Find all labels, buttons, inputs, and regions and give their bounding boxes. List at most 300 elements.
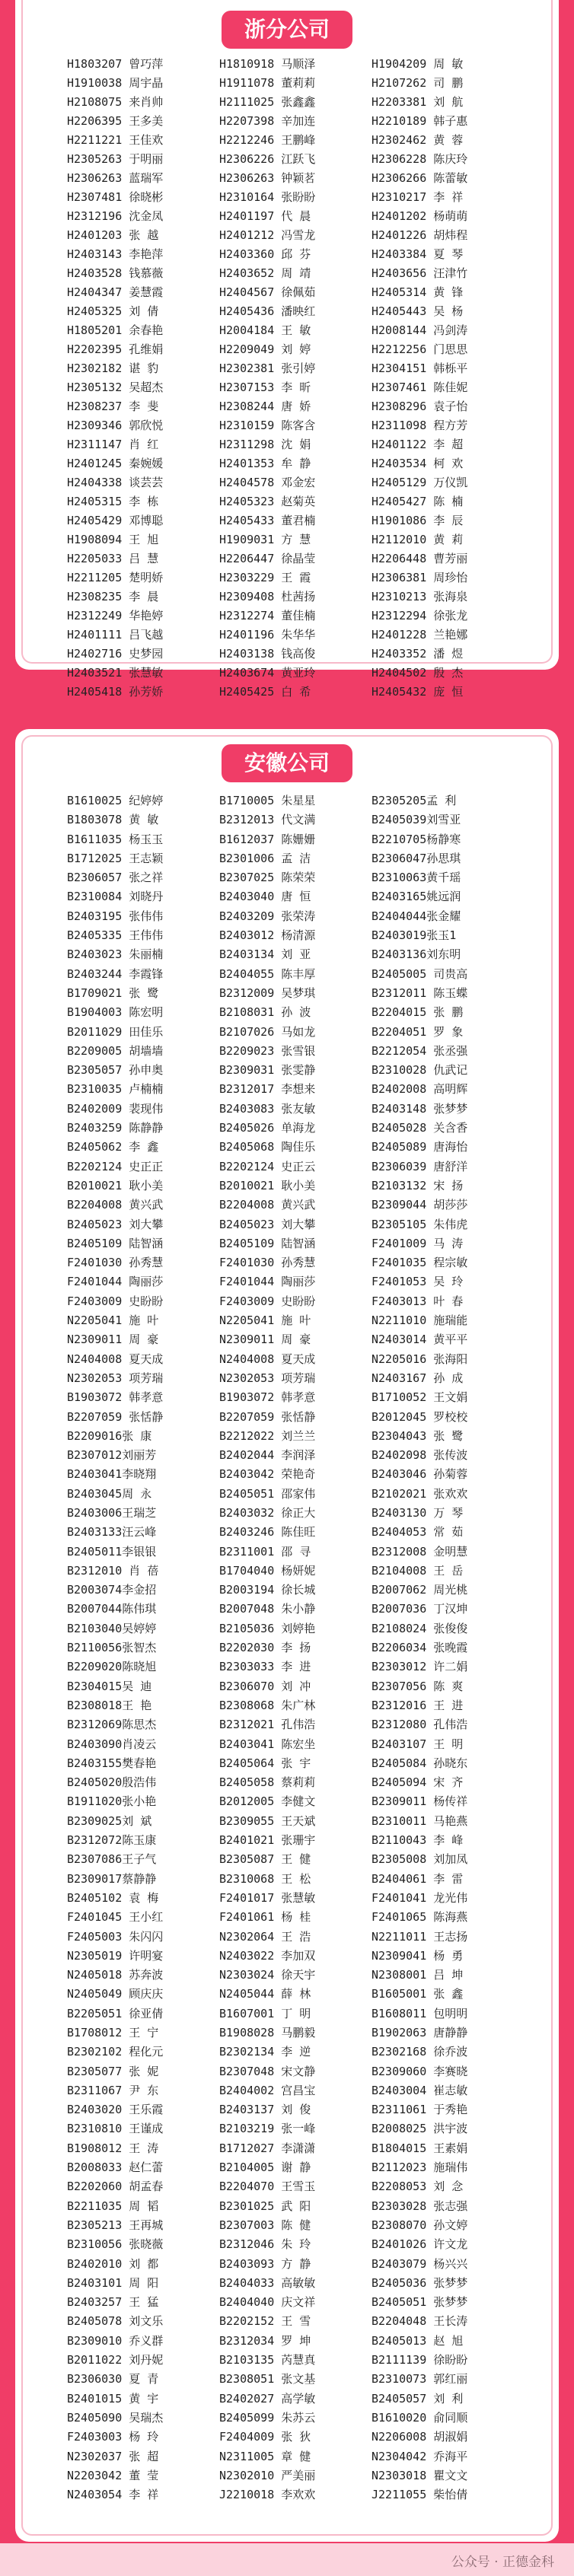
employee-entry: N2302037 张 超 — [67, 2449, 159, 2463]
employee-entry: B2306057 张之祥 — [67, 871, 164, 885]
employee-entry: B2405011李银银 — [67, 1544, 157, 1559]
employee-entry: B2405099 朱苏云 — [219, 2410, 316, 2425]
employee-entry: B2403165姚远润 — [372, 890, 461, 904]
employee-entry: B2405051 邵家伟 — [219, 1486, 316, 1501]
employee-entry: B2403093 方 静 — [219, 2256, 311, 2271]
employee-entry: B2209023 张雪银 — [219, 1043, 316, 1058]
employee-entry: H2401122 李 超 — [372, 438, 464, 451]
employee-entry: H2309408 杜茜扬 — [219, 590, 316, 603]
employee-entry: B2403134 刘 亚 — [219, 947, 311, 962]
employee-entry: H2207398 辛加连 — [219, 114, 316, 128]
employee-entry: B1911020张小艳 — [67, 1794, 157, 1809]
employee-entry: B2405090 吴瑞杰 — [67, 2410, 164, 2425]
employee-entry: B2304015吴 迪 — [67, 1679, 152, 1693]
employee-entry: B2312010 肖 蓓 — [67, 1563, 159, 1578]
employee-entry: B2305057 孙申奥 — [67, 1063, 164, 1078]
employee-entry: B2403006王瑞芝 — [67, 1505, 157, 1520]
employee-entry: N2211011 王志扬 — [372, 1929, 468, 1944]
employee-entry: H2401111 吕飞越 — [67, 628, 164, 642]
employee-entry: B2204008 黄兴武 — [219, 1198, 316, 1212]
employee-entry: B2403040 唐 恒 — [219, 890, 311, 904]
employee-entry: H2405432 庞 恒 — [372, 685, 464, 699]
employee-entry: H2306226 江跃飞 — [219, 152, 316, 166]
employee-entry: B2305205孟 利 — [372, 794, 457, 807]
employee-entry: H2206448 曹芳丽 — [372, 552, 468, 565]
employee-entry: B2403079 杨兴兴 — [372, 2256, 468, 2271]
employee-entry: N2205016 张海阳 — [372, 1352, 468, 1366]
employee-entry: B2212054 张丞强 — [372, 1043, 468, 1058]
employee-entry: B2211035 周 韬 — [67, 2199, 159, 2213]
employee-entry: B2403246 陈佳旺 — [219, 1525, 316, 1540]
employee-entry: N2203042 董 莹 — [67, 2468, 159, 2482]
employee-entry: B2405109 陆智涵 — [219, 1236, 316, 1250]
employee-entry: B2107026 马如龙 — [219, 1024, 316, 1039]
employee-entry: H2401197 代 晨 — [219, 209, 311, 223]
employee-entry: H2405427 陈 楠 — [372, 495, 464, 508]
employee-entry: H2405314 黄 锋 — [372, 285, 464, 299]
employee-entry: N2403054 李 祥 — [67, 2488, 159, 2502]
employee-entry: H2306266 陈蕾敏 — [372, 171, 468, 185]
employee-entry: B2310810 王谨成 — [67, 2122, 164, 2136]
employee-entry: B2310056 张晓薇 — [67, 2237, 164, 2252]
employee-entry: N2205041 施 叶 — [67, 1313, 159, 1328]
employee-entry: H2402716 史梦园 — [67, 647, 164, 661]
employee-entry: H2401228 兰艳娜 — [372, 628, 468, 642]
employee-entry: B2304043 张 鹭 — [372, 1428, 464, 1443]
employee-entry: B2310073 郭红丽 — [372, 2372, 468, 2387]
employee-entry: H2403521 张慧敏 — [67, 666, 164, 680]
employee-entry: B2206034 张晚霞 — [372, 1641, 468, 1655]
employee-entry: H2302182 谌 豹 — [67, 361, 159, 375]
employee-entry: B2310011 马艳燕 — [372, 1813, 468, 1828]
employee-entry: B2305105 朱伟虎 — [372, 1217, 468, 1231]
employee-entry: B1712027 李潇潇 — [219, 2141, 316, 2155]
employee-entry: B2104005 谢 静 — [219, 2160, 311, 2175]
employee-entry: B2312021 孔伟浩 — [219, 1718, 316, 1732]
employee-entry: H2403656 汪津竹 — [372, 266, 468, 280]
employee-entry: B1904003 陈宏明 — [67, 1005, 164, 1020]
employee-entry: B1804015 王素娟 — [372, 2141, 468, 2155]
employee-entry: B2404061 李 雷 — [372, 1871, 464, 1886]
employee-entry: N2403022 李加双 — [219, 1948, 316, 1963]
employee-entry: B2401026 许文龙 — [372, 2237, 468, 2252]
employee-entry: H2405429 邓博聪 — [67, 514, 164, 527]
employee-entry: H2405323 赵菊英 — [219, 495, 316, 508]
employee-entry: N2404008 夏天成 — [67, 1352, 164, 1366]
employee-entry: B2403041 陈宏坐 — [219, 1737, 316, 1751]
employee-entry: H2308244 唐 娇 — [219, 400, 311, 413]
employee-entry: H1805201 余春艳 — [67, 323, 164, 337]
employee-entry: B2011029 田佳乐 — [67, 1024, 164, 1039]
employee-entry: J2211055 柴怡倩 — [372, 2488, 468, 2502]
section-card-anhui — [15, 729, 559, 2542]
employee-entry: N2304042 乔海平 — [372, 2449, 468, 2463]
employee-entry: B2103040吴婷婷 — [67, 1621, 157, 1635]
employee-entry: H2310159 陈客含 — [219, 419, 316, 432]
employee-entry: B2312046 朱 玲 — [219, 2237, 311, 2252]
employee-entry: H2206447 徐晶莹 — [219, 552, 316, 565]
employee-entry: B1908028 马鹏毅 — [219, 2026, 316, 2039]
employee-entry: F2401045 王小红 — [67, 1910, 164, 1925]
employee-entry: H2312249 华艳婷 — [67, 609, 164, 623]
employee-entry: B2202152 王 雪 — [219, 2314, 311, 2329]
employee-entry: H2211221 王佳欢 — [67, 133, 164, 147]
employee-entry: F2403013 叶 春 — [372, 1294, 464, 1308]
employee-entry: B2403136刘东明 — [372, 947, 461, 962]
employee-entry: B2311067 尹 东 — [67, 2083, 159, 2097]
employee-entry: F2404009 张 狄 — [219, 2430, 311, 2444]
employee-entry: B1803078 黄 敏 — [67, 813, 159, 827]
employee-entry: H2203381 刘 航 — [372, 95, 464, 109]
employee-entry: H2212246 王鹏峰 — [219, 133, 316, 147]
employee-entry: N2309011 周 豪 — [67, 1333, 159, 1347]
employee-entry: H2205033 吕 慧 — [67, 552, 159, 565]
employee-entry: N2305019 许明宴 — [67, 1948, 164, 1963]
employee-entry: H2403528 钱慕薇 — [67, 266, 164, 280]
employee-entry: H2206395 王多美 — [67, 114, 164, 128]
employee-entry: B2402008 高明辉 — [372, 1082, 468, 1097]
employee-entry: H2306263 钟颖茗 — [219, 171, 316, 185]
employee-entry: B2403020 王乐霞 — [67, 2103, 164, 2117]
employee-entry: B2302134 李 逆 — [219, 2045, 311, 2059]
employee-entry: B2205051 徐亚倩 — [67, 2006, 164, 2020]
employee-entry: N2405044 薛 林 — [219, 1987, 311, 2001]
employee-entry: B2403244 李霞锋 — [67, 966, 164, 981]
employee-entry: B2402044 李润泽 — [219, 1448, 316, 1463]
employee-entry: B2003074李金招 — [67, 1583, 157, 1597]
employee-entry: H2404338 谈芸芸 — [67, 476, 164, 489]
employee-entry: B2204070 王雪玉 — [219, 2180, 316, 2194]
employee-entry: B2108031 孙 波 — [219, 1005, 311, 1020]
employee-entry: H2405436 潘映红 — [219, 304, 316, 318]
employee-entry: B2401015 黄 宇 — [67, 2391, 159, 2406]
employee-entry: H2405129 万仪凯 — [372, 476, 468, 489]
employee-entry: H2307481 徐晓彬 — [67, 190, 164, 204]
employee-entry: B2403130 万 琴 — [372, 1505, 464, 1520]
employee-entry: H2403360 邱 芬 — [219, 247, 311, 261]
employee-entry: H1810918 马顺泽 — [219, 57, 316, 71]
employee-entry: B1903072 韩孝意 — [67, 1390, 164, 1405]
employee-entry: B2307048 宋文静 — [219, 2064, 316, 2078]
employee-entry: B2103135 芮慧真 — [219, 2353, 316, 2367]
employee-entry: F2401035 程宗敏 — [372, 1256, 468, 1270]
employee-entry: N2302053 项芳瑞 — [67, 1371, 164, 1385]
employee-entry: B2312011 陈玉蝶 — [372, 986, 468, 1000]
employee-entry: B1708012 王 宁 — [67, 2026, 159, 2039]
employee-entry: B2310035 卢楠楠 — [67, 1082, 164, 1097]
employee-entry: H2401245 秦婉媛 — [67, 457, 164, 470]
employee-entry: H2108075 来肖帅 — [67, 95, 164, 109]
employee-entry: B2202030 李 扬 — [219, 1641, 311, 1655]
employee-entry: B2007036 丁汉坤 — [372, 1602, 468, 1616]
employee-entry: B2405109 陆智涵 — [67, 1236, 164, 1250]
employee-entry: B2302168 徐乔波 — [372, 2045, 468, 2059]
employee-entry: B2405026 单海龙 — [219, 1121, 316, 1135]
employee-entry: H2403534 柯 欢 — [372, 457, 464, 470]
employee-entry: B2209005 胡墙墙 — [67, 1043, 164, 1058]
employee-entry: B2402009 裴现伟 — [67, 1101, 164, 1116]
employee-entry: B2310068 王 松 — [219, 1871, 311, 1886]
employee-entry: H2305263 于明丽 — [67, 152, 164, 166]
employee-entry: B2312080 孔伟浩 — [372, 1718, 468, 1732]
employee-entry: B2202060 胡孟春 — [67, 2180, 164, 2194]
employee-entry: B2104008 王 岳 — [372, 1563, 464, 1578]
employee-entry: H2303229 王 霞 — [219, 571, 311, 584]
employee-entry: H2306228 陈庆玲 — [372, 152, 468, 166]
employee-entry: B2103219 张一峰 — [219, 2122, 316, 2136]
employee-entry: B2305077 张 妮 — [67, 2064, 159, 2078]
employee-entry: B2204048 王长涛 — [372, 2314, 468, 2329]
employee-entry: H2311147 肖 红 — [67, 438, 159, 451]
watermark: 公众号 · 正德金科 — [451, 2555, 554, 2570]
employee-entry: B2207059 张恬静 — [67, 1409, 164, 1424]
employee-entry: B2305213 王再城 — [67, 2218, 164, 2232]
employee-entry: B2303028 张志强 — [372, 2199, 468, 2213]
employee-entry: H1904209 周 敏 — [372, 57, 464, 71]
employee-entry: B2312069陈思杰 — [67, 1718, 157, 1732]
employee-entry: B2405013 赵 旭 — [372, 2333, 464, 2348]
employee-entry: B2008033 赵仁蕾 — [67, 2160, 164, 2175]
employee-entry: H1803207 曾巧萍 — [67, 57, 164, 71]
employee-entry: H2405425 白 希 — [219, 685, 311, 699]
employee-entry: N2404008 夏天成 — [219, 1352, 316, 1366]
employee-entry: B2307086王子气 — [67, 1852, 157, 1867]
employee-entry: B2402010 刘 都 — [67, 2256, 159, 2271]
employee-entry: B2403259 陈静静 — [67, 1121, 164, 1135]
section-title: 浙分公司 — [222, 11, 352, 49]
employee-entry: H2404578 邓金宏 — [219, 476, 316, 489]
employee-entry: B2403209 张荣涛 — [219, 909, 316, 923]
employee-entry: B2309025刘 斌 — [67, 1813, 152, 1828]
employee-entry: H2307461 陈佳妮 — [372, 381, 468, 394]
employee-entry: H2112010 黄 莉 — [372, 533, 464, 546]
employee-entry: H2403384 夏 琴 — [372, 247, 464, 261]
employee-entry: H2302462 黄 蓉 — [372, 133, 464, 147]
employee-entry: B2405084 孙晓东 — [372, 1756, 468, 1770]
employee-entry: H2312294 徐张龙 — [372, 609, 468, 623]
employee-entry: B2208053 刘 念 — [372, 2180, 464, 2194]
employee-entry: B2007044陈伟琪 — [67, 1602, 157, 1616]
employee-entry: F2403009 史盼盼 — [67, 1294, 164, 1308]
employee-entry: H2405443 吴 杨 — [372, 304, 464, 318]
employee-entry: B2311001 邵 寻 — [219, 1544, 311, 1559]
employee-entry: B2008025 洪宇波 — [372, 2122, 468, 2136]
employee-entry: B2312034 罗 坤 — [219, 2333, 311, 2348]
employee-entry: N2405049 顾庆庆 — [67, 1987, 164, 2001]
employee-entry: B2011022 刘丹妮 — [67, 2353, 164, 2367]
employee-entry: B1903072 韩孝意 — [219, 1390, 316, 1405]
employee-entry: B2404044张金耀 — [372, 909, 461, 923]
employee-entry: B2403137 刘 俊 — [219, 2103, 311, 2117]
employee-entry: B2403090肖凌云 — [67, 1737, 157, 1751]
employee-entry: B2403148 张梦梦 — [372, 1101, 468, 1116]
employee-entry: B2110043 李 峰 — [372, 1833, 464, 1848]
employee-entry: B2312009 吴梦琪 — [219, 986, 316, 1000]
employee-entry: B2403155樊春艳 — [67, 1756, 157, 1770]
employee-entry: B2405036 张梦梦 — [372, 2275, 468, 2290]
employee-entry: B2105036 刘婷艳 — [219, 1621, 316, 1635]
employee-entry: B2404053 常 茹 — [372, 1525, 464, 1540]
employee-entry: H2405418 孙芳娇 — [67, 685, 164, 699]
employee-entry: B2403019张玉1 — [372, 928, 457, 943]
employee-entry: H1908094 王 旭 — [67, 533, 159, 546]
employee-entry: B2405057 刘 利 — [372, 2391, 464, 2406]
employee-entry: B2405051 张梦梦 — [372, 2295, 468, 2310]
employee-entry: B2405078 刘文乐 — [67, 2314, 164, 2329]
employee-entry: B2307025 陈荣荣 — [219, 871, 316, 885]
employee-entry: B2405039刘雪亚 — [372, 813, 461, 827]
employee-entry: B2309031 张雯静 — [219, 1063, 316, 1078]
employee-entry: B2007048 朱小静 — [219, 1602, 316, 1616]
employee-entry: B2306039 唐舒洋 — [372, 1159, 468, 1173]
employee-entry: B2303012 许二娟 — [372, 1660, 468, 1674]
employee-entry: B2111139 徐盼盼 — [372, 2353, 468, 2367]
employee-entry: B2405058 蔡莉莉 — [219, 1775, 316, 1790]
employee-entry: H2403352 潘 煜 — [372, 647, 464, 661]
employee-entry: H2405433 董君楠 — [219, 514, 316, 527]
employee-entry: B2312013 代文满 — [219, 813, 316, 827]
employee-entry: B2403257 王 猛 — [67, 2295, 159, 2310]
employee-entry: B2307056 陈 爽 — [372, 1679, 464, 1693]
employee-entry: B2405062 李 鑫 — [67, 1140, 159, 1154]
employee-entry: N2302010 严美丽 — [219, 2468, 316, 2482]
employee-entry: F2401053 吴 玲 — [372, 1275, 464, 1289]
employee-entry: H2403143 李艳萍 — [67, 247, 164, 261]
employee-entry: F2405003 朱闪闪 — [67, 1929, 164, 1944]
employee-entry: J2210018 李欢欢 — [219, 2488, 316, 2502]
employee-entry: H1911078 董莉莉 — [219, 76, 316, 90]
name-grid — [67, 791, 524, 2504]
employee-entry: H2308235 李 晨 — [67, 590, 159, 603]
employee-entry: F2401030 孙秀慧 — [67, 1256, 164, 1270]
employee-entry: B2310063黄千瑶 — [372, 871, 461, 885]
employee-entry: B2405068 陶佳乐 — [219, 1140, 316, 1154]
employee-entry: H2403674 黄亚玲 — [219, 666, 316, 680]
employee-entry: H2308296 袁子怡 — [372, 400, 468, 413]
employee-entry: H2212256 门思思 — [372, 342, 468, 356]
employee-entry: B2308018王 艳 — [67, 1698, 152, 1712]
employee-entry: B2403133汪云峰 — [67, 1525, 157, 1540]
employee-entry: B1607001 丁 明 — [219, 2006, 311, 2020]
employee-entry: B1908012 王 涛 — [67, 2141, 159, 2155]
employee-entry: H2401226 胡炜程 — [372, 228, 468, 242]
employee-entry: B2308070 孙文婷 — [372, 2218, 468, 2232]
employee-entry: B2307003 陈 健 — [219, 2218, 311, 2232]
employee-entry: B1605001 张 鑫 — [372, 1987, 464, 2001]
employee-entry: B2007062 周光桃 — [372, 1583, 468, 1597]
employee-entry: F2401061 杨 桂 — [219, 1910, 311, 1925]
employee-entry: B2307012刘丽芳 — [67, 1448, 157, 1463]
employee-entry: B2303033 李 进 — [219, 1660, 311, 1674]
employee-entry: B2405089 唐海怡 — [372, 1140, 468, 1154]
employee-entry: F2401041 龙光伟 — [372, 1890, 468, 1905]
employee-entry: N2309041 杨 勇 — [372, 1948, 464, 1963]
employee-entry: B2310028 仇武记 — [372, 1063, 468, 1078]
employee-entry: B2403083 张友敏 — [219, 1101, 316, 1116]
employee-entry: B2405064 张 宇 — [219, 1756, 311, 1770]
employee-entry: B2403041李晓翔 — [67, 1467, 157, 1482]
employee-entry: H2405315 李 栋 — [67, 495, 159, 508]
employee-entry: B2309017蔡静静 — [67, 1871, 157, 1886]
employee-entry: B2301025 武 阳 — [219, 2199, 311, 2213]
employee-entry: B2403004 崔志敏 — [372, 2083, 468, 2097]
employee-entry: N2309011 周 豪 — [219, 1333, 311, 1347]
employee-entry: H2403652 周 靖 — [219, 266, 311, 280]
employee-entry: H2209049 刘 婷 — [219, 342, 311, 356]
employee-entry: F2401044 陶丽莎 — [67, 1275, 164, 1289]
employee-entry: H2202395 孔维娟 — [67, 342, 164, 356]
employee-entry: B2305087 王 健 — [219, 1852, 311, 1867]
employee-entry: B2204051 罗 象 — [372, 1024, 464, 1039]
employee-entry: B2012005 李健文 — [219, 1794, 316, 1809]
employee-entry: B2308051 张文基 — [219, 2372, 316, 2387]
employee-entry: B2404040 庆文祥 — [219, 2295, 316, 2310]
employee-entry: B2309055 王天斌 — [219, 1813, 316, 1828]
employee-entry: B2404033 高敏敏 — [219, 2275, 316, 2290]
employee-entry: B2405023 刘大攀 — [67, 1217, 164, 1231]
employee-entry: H2404567 徐佩茹 — [219, 285, 316, 299]
employee-entry: H2211205 楚明娇 — [67, 571, 164, 584]
employee-entry: B2312017 李想来 — [219, 1082, 316, 1097]
employee-entry: B2403042 荣艳奇 — [219, 1467, 316, 1482]
employee-entry: B2108024 张俊俊 — [372, 1621, 468, 1635]
employee-entry: B2405023 刘大攀 — [219, 1217, 316, 1231]
employee-entry: H2308237 李 斐 — [67, 400, 159, 413]
employee-entry: B2012045 罗校校 — [372, 1409, 468, 1424]
employee-entry: B1902063 唐静静 — [372, 2026, 468, 2039]
employee-entry: B2404055 陈丰厚 — [219, 966, 316, 981]
employee-entry: B2404002 宫昌宝 — [219, 2083, 316, 2097]
employee-entry: B2403012 杨清源 — [219, 928, 316, 943]
employee-entry: H2310217 李 祥 — [372, 190, 464, 204]
employee-entry: B2309010 乔义群 — [67, 2333, 164, 2348]
employee-entry: B2308068 朱广林 — [219, 1698, 316, 1712]
employee-entry: B2210705杨静寒 — [372, 832, 461, 846]
employee-entry: N2403167 孙 成 — [372, 1371, 464, 1385]
employee-entry: B1704040 杨妍妮 — [219, 1563, 316, 1578]
employee-entry: B2103132 宋 扬 — [372, 1178, 464, 1192]
employee-entry: H2304151 韩栎平 — [372, 361, 468, 375]
employee-entry: B2405094 宋 齐 — [372, 1775, 464, 1790]
employee-entry: B1710052 王文娟 — [372, 1390, 468, 1405]
employee-entry: B2405020殷浩伟 — [67, 1775, 157, 1790]
employee-entry: H2306263 蓝瑞军 — [67, 171, 164, 185]
employee-entry: F2401009 马 涛 — [372, 1236, 464, 1250]
employee-entry: N2211010 施瑞能 — [372, 1313, 468, 1328]
employee-entry: B2209016张 康 — [67, 1428, 152, 1443]
employee-entry: H2309346 郭欣悦 — [67, 419, 164, 432]
employee-entry: H2401203 张 越 — [67, 228, 159, 242]
employee-entry: B2405335 王伟伟 — [67, 928, 164, 943]
employee-entry: F2401030 孙秀慧 — [219, 1256, 316, 1270]
employee-entry: H2311298 沈 娟 — [219, 438, 311, 451]
employee-entry: H2111025 张鑫鑫 — [219, 95, 316, 109]
employee-entry: B2003194 徐长城 — [219, 1583, 316, 1597]
employee-entry: F2403003 杨 玲 — [67, 2430, 159, 2444]
employee-entry: B2403101 周 阳 — [67, 2275, 159, 2290]
employee-entry: B2309011 杨传祥 — [372, 1794, 468, 1809]
section-card-zhejiang — [15, 0, 559, 699]
employee-entry: B2306047孙思琪 — [372, 851, 461, 865]
name-grid — [67, 55, 524, 702]
employee-entry: B1608011 包明明 — [372, 2006, 468, 2020]
employee-entry: B2403046 孙菊蓉 — [372, 1467, 468, 1482]
employee-entry: B2112023 施瑞伟 — [372, 2160, 468, 2175]
employee-entry: H2401212 冯雪龙 — [219, 228, 316, 242]
employee-entry: H2312196 沈金凤 — [67, 209, 164, 223]
employee-entry: N2206008 胡淑娟 — [372, 2430, 468, 2444]
employee-entry: H2310164 张盼盼 — [219, 190, 316, 204]
